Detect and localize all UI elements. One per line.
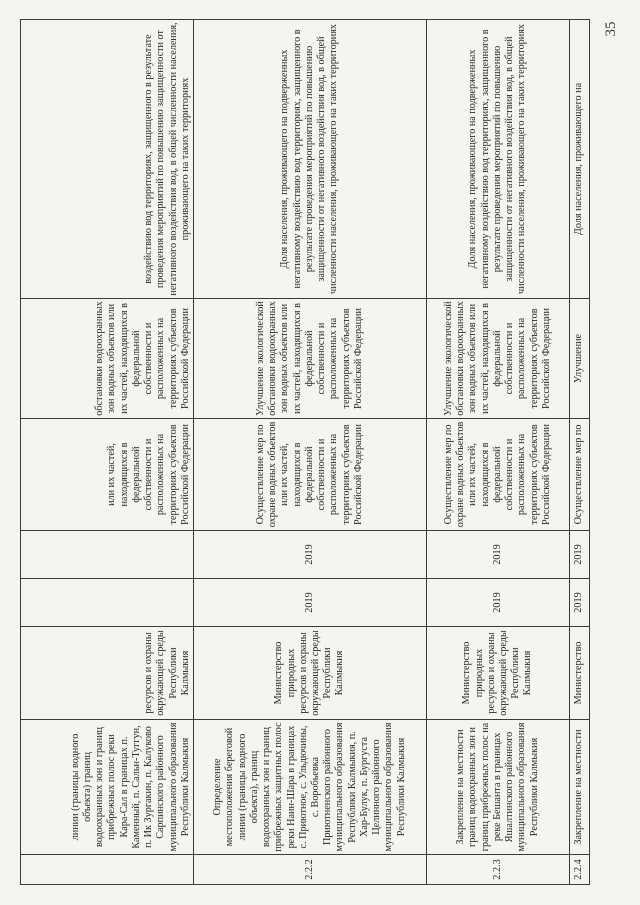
- table-row: [427, 20, 570, 885]
- cell-executor: Министерство: [570, 627, 590, 720]
- cell-end-year: [21, 531, 194, 579]
- cell-number: 2.2.4: [570, 855, 590, 885]
- cell-indicator: Доля населения, проживающего на подверженных негативному воздействию вод территориях, защищенного в результате проведения мероприятий по повышению защищенности от негативного воздействия вод, в общей численности населения, проживающего на таких территориях: [194, 20, 427, 299]
- cell-result: Осуществление мер по охране водных объектов или их частей, находящихся в федеральной собственности и расположенных на территориях субъектов Российской Федерации: [194, 419, 427, 531]
- table-row: [21, 20, 194, 885]
- cell-start-year: 2019: [427, 579, 570, 627]
- cell-number: [21, 855, 194, 885]
- cell-start-year: [21, 579, 194, 627]
- cell-start-year: 2019: [570, 579, 590, 627]
- cell-result: Осуществление мер по: [570, 419, 590, 531]
- cell-end-year: 2019: [194, 531, 427, 579]
- cell-executor: Министерство природных ресурсов и охраны окружающей среды Республики Калмыкия: [194, 627, 427, 720]
- cell-start-year: 2019: [194, 579, 427, 627]
- table-row: [194, 20, 427, 885]
- cell-action: Закрепление на местности границ водоохранных зон и границ прибрежных полос на реке Бешанта в границах Яшалтинского районного муниципального образования Республики Калмыкия: [427, 720, 570, 855]
- cell-result: или их частей, находящихся в федеральной собственности и расположенных на территориях субъектов Российской Федерации: [21, 419, 194, 531]
- table-row: [570, 20, 590, 885]
- cell-indicator: воздействию вод территориях, защищенного в результате проведения мероприятий по повышению защищенности от негативного воздействия вод, в общей численности населения, проживающего на таких территориях: [21, 20, 194, 299]
- cell-effect: обстановки водоохранных зон водных объектов или их частей, находящихся в федеральной собственности и расположенных на территориях субъектов Российской Федерации: [21, 299, 194, 419]
- cell-effect: Улучшение экологической обстановки водоохранных зон водных объектов или их частей, находящихся в федеральной собственности и расположенных на территориях субъектов Российской Федерации: [427, 299, 570, 419]
- page-number: 35: [602, 21, 619, 37]
- cell-effect: Улучшение: [570, 299, 590, 419]
- rotated-table-wrapper: [20, 20, 590, 885]
- cell-number: 2.2.2: [194, 855, 427, 885]
- cell-action: Определение местоположения береговой линии (границы водного объекта), границ водоохранных зон и границ прибрежных защитных полос реки Наин-Шара в границах с. Приютное, с. Ульдючины, с. Воробьевка Приютненского районного муниципального образования Республики Калмыкия, п. Хар-Булук, п. Бургуста Целинного районного муниципального образования Республики Калмыкия: [194, 720, 427, 855]
- cell-indicator: Доля населения, проживающего на: [570, 20, 590, 299]
- cell-executor: Министерство природных ресурсов и охраны окружающей среды Республики Калмыкия: [427, 627, 570, 720]
- measures-table: [20, 19, 590, 885]
- cell-executor: ресурсов и охраны окружающей среды Республики Калмыкия: [21, 627, 194, 720]
- cell-indicator: Доля населения, проживающего на подверженных негативному воздействию вод территориях, защищенного в результате проведения мероприятий по повышению защищенности от негативного воздействия вод, в общей численности населения, проживающего на таких территориях: [427, 20, 570, 299]
- cell-action: линии (границы водного объекта) границ водоохранных зон и границ прибрежных полос реки Кара-Сал в границах п. Каменный, п. Сальн-Туггун, п. Ик Зургакин, п. Калуково Сарпинского районного муниципального образования Республики Калмыкия: [21, 720, 194, 855]
- cell-end-year: 2019: [570, 531, 590, 579]
- cell-result: Осуществление мер по охране водных объектов или их частей, находящихся в федеральной собственности и расположенных на территориях субъектов Российской Федерации: [427, 419, 570, 531]
- cell-action: Закрепление на местности: [570, 720, 590, 855]
- cell-effect: Улучшение экологической обстановки водоохранных зон водных объектов или их частей, находящихся в федеральной собственности и расположенных на территориях субъектов Российской Федерации: [194, 299, 427, 419]
- cell-end-year: 2019: [427, 531, 570, 579]
- cell-number: 2.2.3: [427, 855, 570, 885]
